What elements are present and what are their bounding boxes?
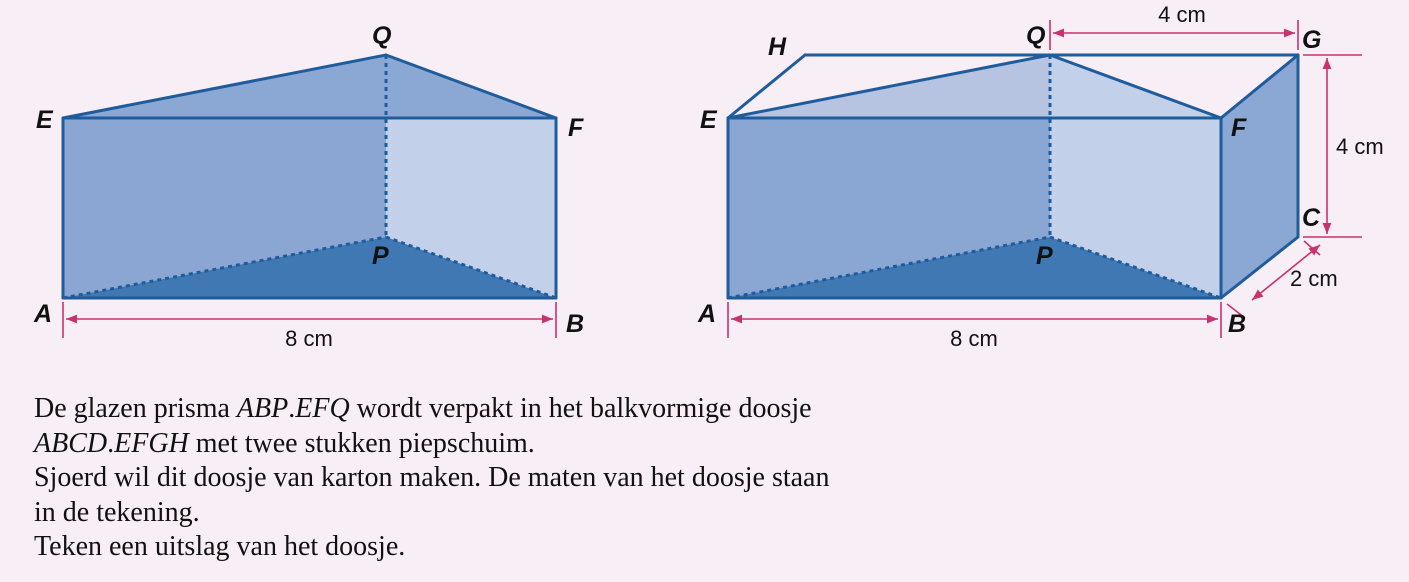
right-label-g: G [1302, 26, 1322, 54]
right-face-end [1221, 55, 1298, 298]
right-label-q: Q [1026, 22, 1046, 50]
text-span: . [288, 393, 296, 424]
left-label-p: P [372, 242, 389, 270]
text-line-4: in de tekening. [34, 496, 200, 528]
right-label-p: P [1036, 242, 1053, 270]
right-dimension-ab: 8 cm [950, 326, 998, 351]
right-dimension-gc: 4 cm [1336, 134, 1384, 159]
right-label-h: H [768, 33, 787, 61]
text-span: met twee stukken piepschuim. [188, 427, 535, 459]
left-dimension-ab: 8 cm [285, 326, 333, 351]
exercise-text [34, 392, 1374, 565]
text-line-3: Sjoerd wil dit doosje van karton maken. De maten van het doosje staan [34, 462, 830, 493]
left-label-f: F [568, 114, 584, 142]
text-line-1 [34, 392, 1374, 427]
text-line-5: Teken een uitslag van het doosje. [34, 531, 406, 562]
text-line-2 [34, 427, 1374, 462]
right-label-b: B [1228, 310, 1247, 338]
right-dimension-qg: 4 cm [1158, 2, 1206, 27]
left-label-b: B [566, 310, 585, 338]
text-span: . [107, 427, 115, 459]
right-label-f: F [1231, 114, 1247, 142]
text-span: wordt verpakt in het balkvormige doosje [349, 393, 812, 424]
prism-name-top: EFQ [295, 393, 350, 424]
right-label-a: A [698, 300, 717, 328]
left-label-e: E [36, 106, 53, 134]
left-prism [33, 22, 584, 351]
right-dimension-bc: 2 cm [1290, 266, 1338, 291]
left-label-q: Q [372, 22, 392, 50]
right-label-c: C [1302, 204, 1321, 232]
box-name-top: EFGH [114, 427, 189, 459]
box-name-base: ABCD [34, 427, 108, 459]
text-span: De glazen prisma [34, 393, 237, 424]
left-face-top [63, 55, 556, 118]
right-box [697, 2, 1384, 351]
left-label-a: A [34, 300, 53, 328]
prism-name-base: ABP [236, 393, 289, 424]
right-label-e: E [700, 106, 717, 134]
